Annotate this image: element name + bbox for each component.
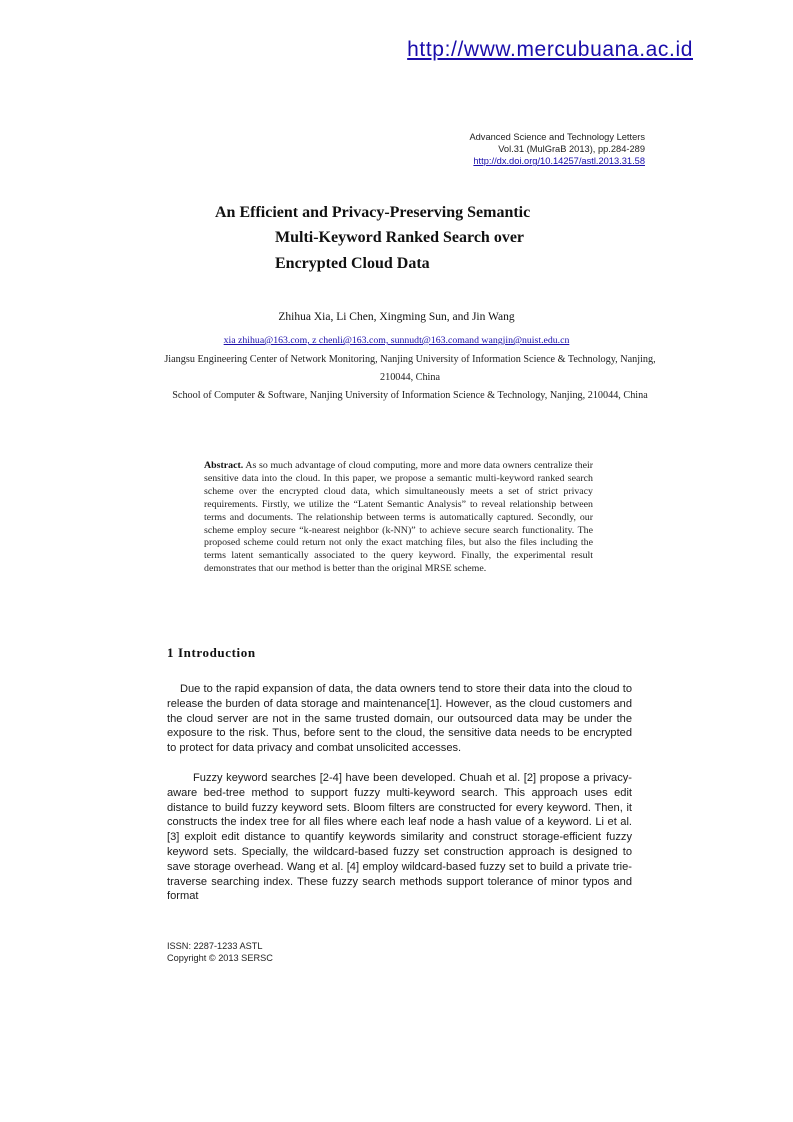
section-heading: 1 Introduction xyxy=(167,645,256,660)
abstract-text: As so much advantage of cloud computing, more and more data owners centralize their sensitive data into the cloud. In this paper, we propose a semantic multi-keyword ranked search scheme over the encrypted cloud data, which simultaneously meets a set of strict privacy requirements. Firstly, we utilize the “Latent Semantic Analysis” to reveal relationship between terms and documents. The relationship between terms is automatically captured. Secondly, our scheme employ secure “k-nearest neighbor (k-NN)” to achieve secure search functionality. The proposed scheme could return not only the exact matching files, but also the files including the terms latent semantically associated to the query keyword. Finally, the experimental result demonstrates that our method is better than the original MRSE scheme. xyxy=(204,460,593,575)
journal-volume: Vol.31 (MulGraB 2013), pp.284-289 xyxy=(498,144,645,154)
doi-link[interactable]: http://dx.doi.org/10.14257/astl.2013.31.58 xyxy=(473,156,645,166)
abstract-label: Abstract. xyxy=(204,460,244,471)
paper-title-line-3: Encrypted Cloud Data xyxy=(275,255,430,272)
affiliation-2: School of Computer & Software, Nanjing University of Information Science & Technology, Nanjing, 210044, China xyxy=(172,390,648,401)
footer-issn: ISSN: 2287-1233 ASTL xyxy=(167,941,263,951)
paper-title-line-1: An Efficient and Privacy-Preserving Semantic xyxy=(215,204,531,221)
intro-paragraph-2: Fuzzy keyword searches [2-4] have been developed. Chuah et al. [2] propose a privacy-aware bed-tree method to support fuzzy multi-keyword search. This approach uses edit distance to build fuzzy keyword sets. Bloom filters are constructed for every keyword. Then, it constructs the index tree for all files where each leaf node a hash value of a keyword. Li et al. [3] exploit edit distance to quantify keywords similarity and construct storage-efficient fuzzy keyword sets. Specially, the wildcard-based fuzzy set construction approach is designed to save storage overhead. Wang et al. [4] employ wildcard-based fuzzy set to build a private trie-traverse searching index. These fuzzy search methods support tolerance of minor typos and format xyxy=(167,772,632,903)
header-url-link[interactable]: http://www.mercubuana.ac.id xyxy=(407,38,693,61)
paper-title-line-2: Multi-Keyword Ranked Search over xyxy=(275,229,525,246)
affiliation-1: Jiangsu Engineering Center of Network Monitoring, Nanjing University of Information Science & Technology, Nanjing, 210044, China xyxy=(164,354,656,383)
authors: Zhihua Xia, Li Chen, Xingming Sun, and Jin Wang xyxy=(278,311,515,323)
intro-paragraph-1: Due to the rapid expansion of data, the data owners tend to store their data into the cloud to release the burden of data storage and maintenance[1]. However, as the cloud customers and the cloud server are not in the same trusted domain, our outsourced data may be under the exposure to the risk. Thus, before sent to the cloud, the sensitive data needs to be encrypted to protect for data privacy and combat unsolicited accesses. xyxy=(167,683,632,755)
journal-info xyxy=(325,131,645,167)
journal-name: Advanced Science and Technology Letters xyxy=(469,132,645,142)
abstract xyxy=(204,460,593,576)
footer xyxy=(167,940,273,964)
author-emails[interactable]: xia zhihua@163.com, z chenli@163.com, sunnudt@163.comand wangjin@nuist.edu.cn xyxy=(223,335,570,346)
footer-copyright: Copyright © 2013 SERSC xyxy=(167,953,273,963)
